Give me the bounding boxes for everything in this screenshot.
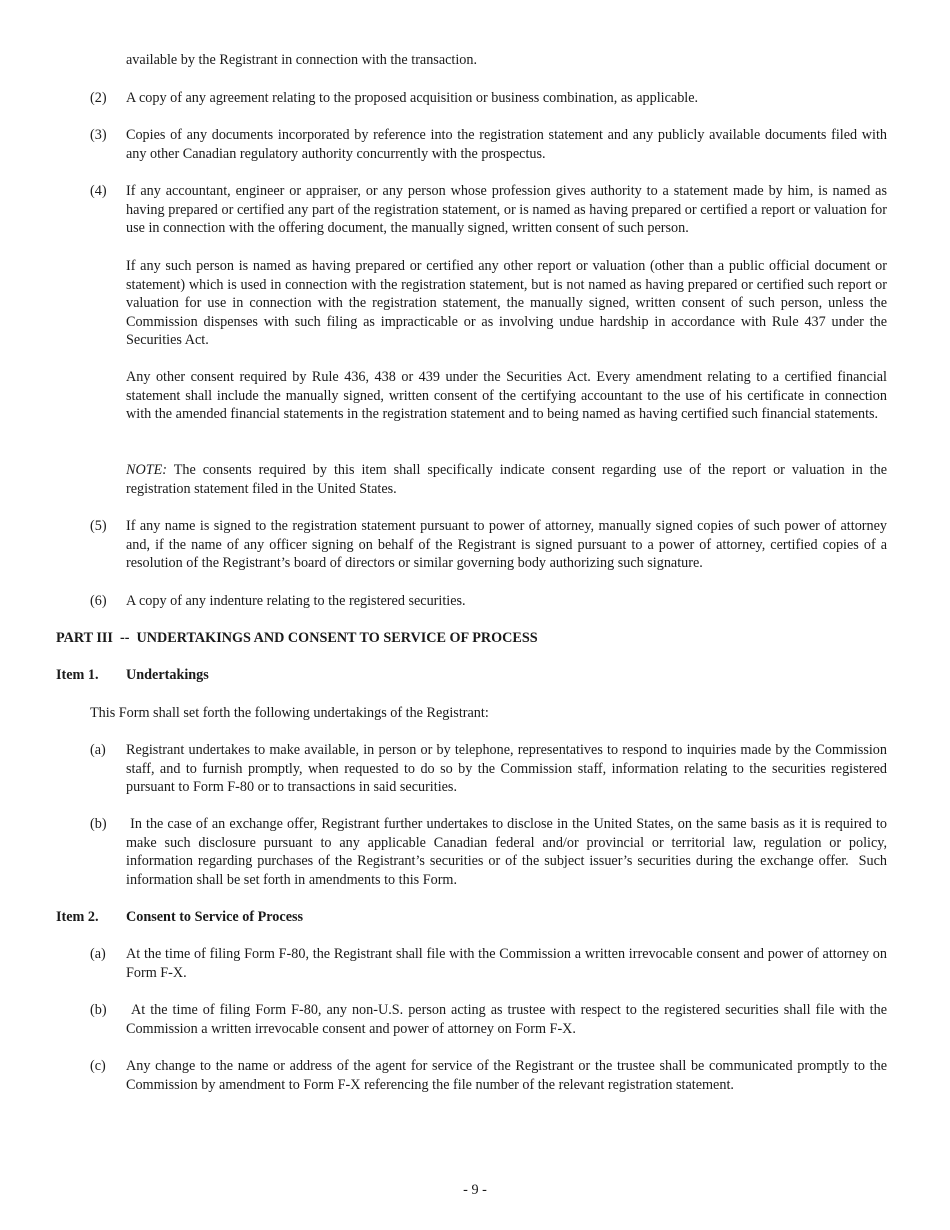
item4-paragraph: Any other consent required by Rule 436, 438 or 439 under the Securities Act. Every amendment relating to a certified financial statement shall include the manually signed, written consent of the certifying accountant to the use of his certificate in connection with the amended financial statements in the registration statement and to being named as having certified such financial statements.	[126, 369, 887, 423]
item-number: (a)	[90, 946, 106, 962]
item1-heading	[56, 666, 209, 685]
item-number: (4)	[90, 183, 107, 199]
item-number: (b)	[90, 1002, 107, 1018]
item-text: Registrant undertakes to make available, in person or by telephone, representatives to respond to inquiries made by the Commission staff, and to furnish promptly, when requested to do so by the Commission staff, information relating to the securities registered pursuant to Form F-80 or to transactions in said securities.	[126, 742, 887, 796]
item-text: At the time of filing Form F-80, the Registrant shall file with the Commission a written irrevocable consent and power of attorney on Form F-X.	[126, 946, 887, 981]
item2-label: Item 2.	[56, 909, 99, 925]
item-number: (c)	[90, 1058, 106, 1074]
item1-title: Undertakings	[126, 667, 209, 683]
item-number: (a)	[90, 742, 106, 758]
item-number: (b)	[90, 816, 107, 832]
item1-intro: This Form shall set forth the following undertakings of the Registrant:	[90, 705, 489, 721]
item-number: (5)	[90, 518, 107, 534]
item-number: (3)	[90, 127, 107, 143]
item-text: If any accountant, engineer or appraiser, or any person whose profession gives authority to a statement made by him, is named as having prepared or certified any part of the registration statement, or is named as having prepared or certified a report or valuation for use in connection with the offering document, the manually signed, written consent of such person.	[126, 183, 887, 237]
page-number: - 9 -	[463, 1182, 487, 1198]
item-text: If any name is signed to the registration statement pursuant to power of attorney, manually signed copies of such power of attorney and, if the name of any officer signing on behalf of the Registrant is signed pursuant to a power of attorney, certified copies of a resolution of the Registrant’s board of directors or similar governing body authorizing such signature.	[126, 518, 887, 572]
item-number: (2)	[90, 90, 107, 106]
item-text: At the time of filing Form F-80, any non-U.S. person acting as trustee with respect to the registered securities shall file with the Commission a written irrevocable consent and power of attorney on Form F-X.	[126, 1002, 891, 1037]
item2-heading	[56, 908, 303, 927]
item-text: A copy of any indenture relating to the registered securities.	[126, 593, 466, 609]
item-text: Any change to the name or address of the agent for service of the Registrant or the trustee shall be communicated promptly to the Commission by amendment to Form F-X referencing the file number of the relevant registration statement.	[126, 1058, 887, 1093]
item-text: Copies of any documents incorporated by reference into the registration statement and any publicly available documents filed with any other Canadian regulatory authority concurrently with the prospectus.	[126, 127, 887, 162]
item-text: A copy of any agreement relating to the proposed acquisition or business combination, as applicable.	[126, 90, 699, 106]
note-text: The consents required by this item shall specifically indicate consent regarding use of the report or valuation in the registration statement filed in the United States.	[126, 462, 887, 497]
continuation-text: available by the Registrant in connection with the transaction.	[126, 52, 478, 68]
item1-label: Item 1.	[56, 667, 99, 683]
item4-paragraph: If any such person is named as having prepared or certified any other report or valuation (other than a public official document or statement) which is used in connection with the registration statement, but is not named as having prepared or certified such report or valuation for use in connection with the registration statement, the manually signed, written consent of such person, unless the Commission dispenses with such filing as impracticable or as involving undue hardship in accordance with Rule 437 under the Securities Act.	[126, 258, 887, 349]
item2-title: Consent to Service of Process	[126, 909, 304, 925]
note-paragraph	[126, 461, 887, 498]
item-text: In the case of an exchange offer, Registrant further undertakes to disclose in the United States, on the same basis as it is required to make such disclosure pursuant to any applicable Canadian federal and/or provincial or territorial law, regulation or policy, information regarding purchases of the Registrant’s securities or of the subject issuer’s securities during the exchange offer. Such information shall be set forth in amendments to this Form.	[126, 816, 891, 888]
note-label: NOTE:	[126, 462, 167, 478]
part3-heading: PART III -- UNDERTAKINGS AND CONSENT TO SERVICE OF PROCESS	[56, 630, 538, 646]
item-number: (6)	[90, 593, 107, 609]
